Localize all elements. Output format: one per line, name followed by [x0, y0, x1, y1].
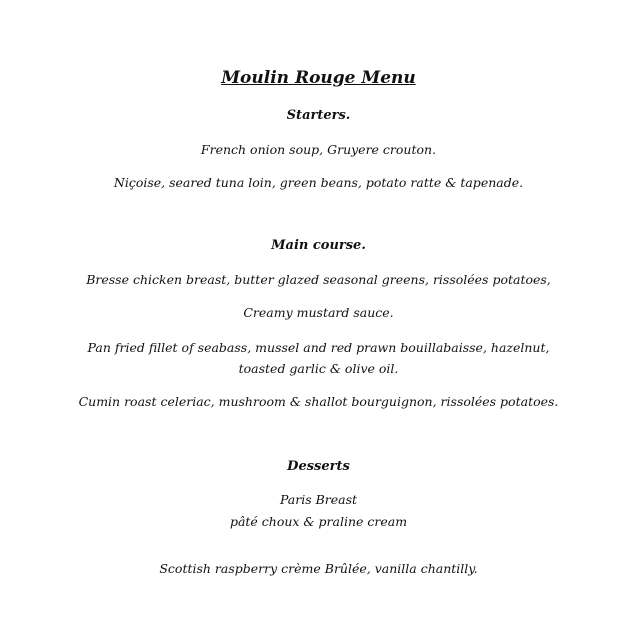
menu-item: Pan fried fillet of seabass, mussel and red prawn bouillabaisse, hazelnut, — [87, 340, 550, 355]
section-heading-desserts: Desserts — [287, 459, 350, 474]
menu-item-description: pâté choux & praline cream — [229, 514, 408, 529]
menu-item-continuation: toasted garlic & olive oil. — [238, 361, 399, 376]
menu-item: Paris Breast — [279, 492, 358, 507]
menu-item: French onion soup, Gruyere crouton. — [200, 142, 437, 157]
menu-item: Cumin roast celeriac, mushroom & shallot bourguignon, rissolées potatoes. — [78, 394, 559, 409]
section-heading-main-course: Main course. — [271, 238, 366, 253]
menu-item: Scottish raspberry crème Brûlée, vanilla chantilly. — [159, 561, 478, 576]
menu-item: Niçoise, seared tuna loin, green beans, potato ratte & tapenade. — [113, 175, 524, 190]
section-heading-starters: Starters. — [286, 108, 351, 123]
menu-title: Moulin Rouge Menu — [221, 68, 416, 88]
menu-item: Bresse chicken breast, butter glazed seasonal greens, rissolées potatoes, — [86, 272, 551, 287]
menu-item: Creamy mustard sauce. — [243, 305, 394, 320]
